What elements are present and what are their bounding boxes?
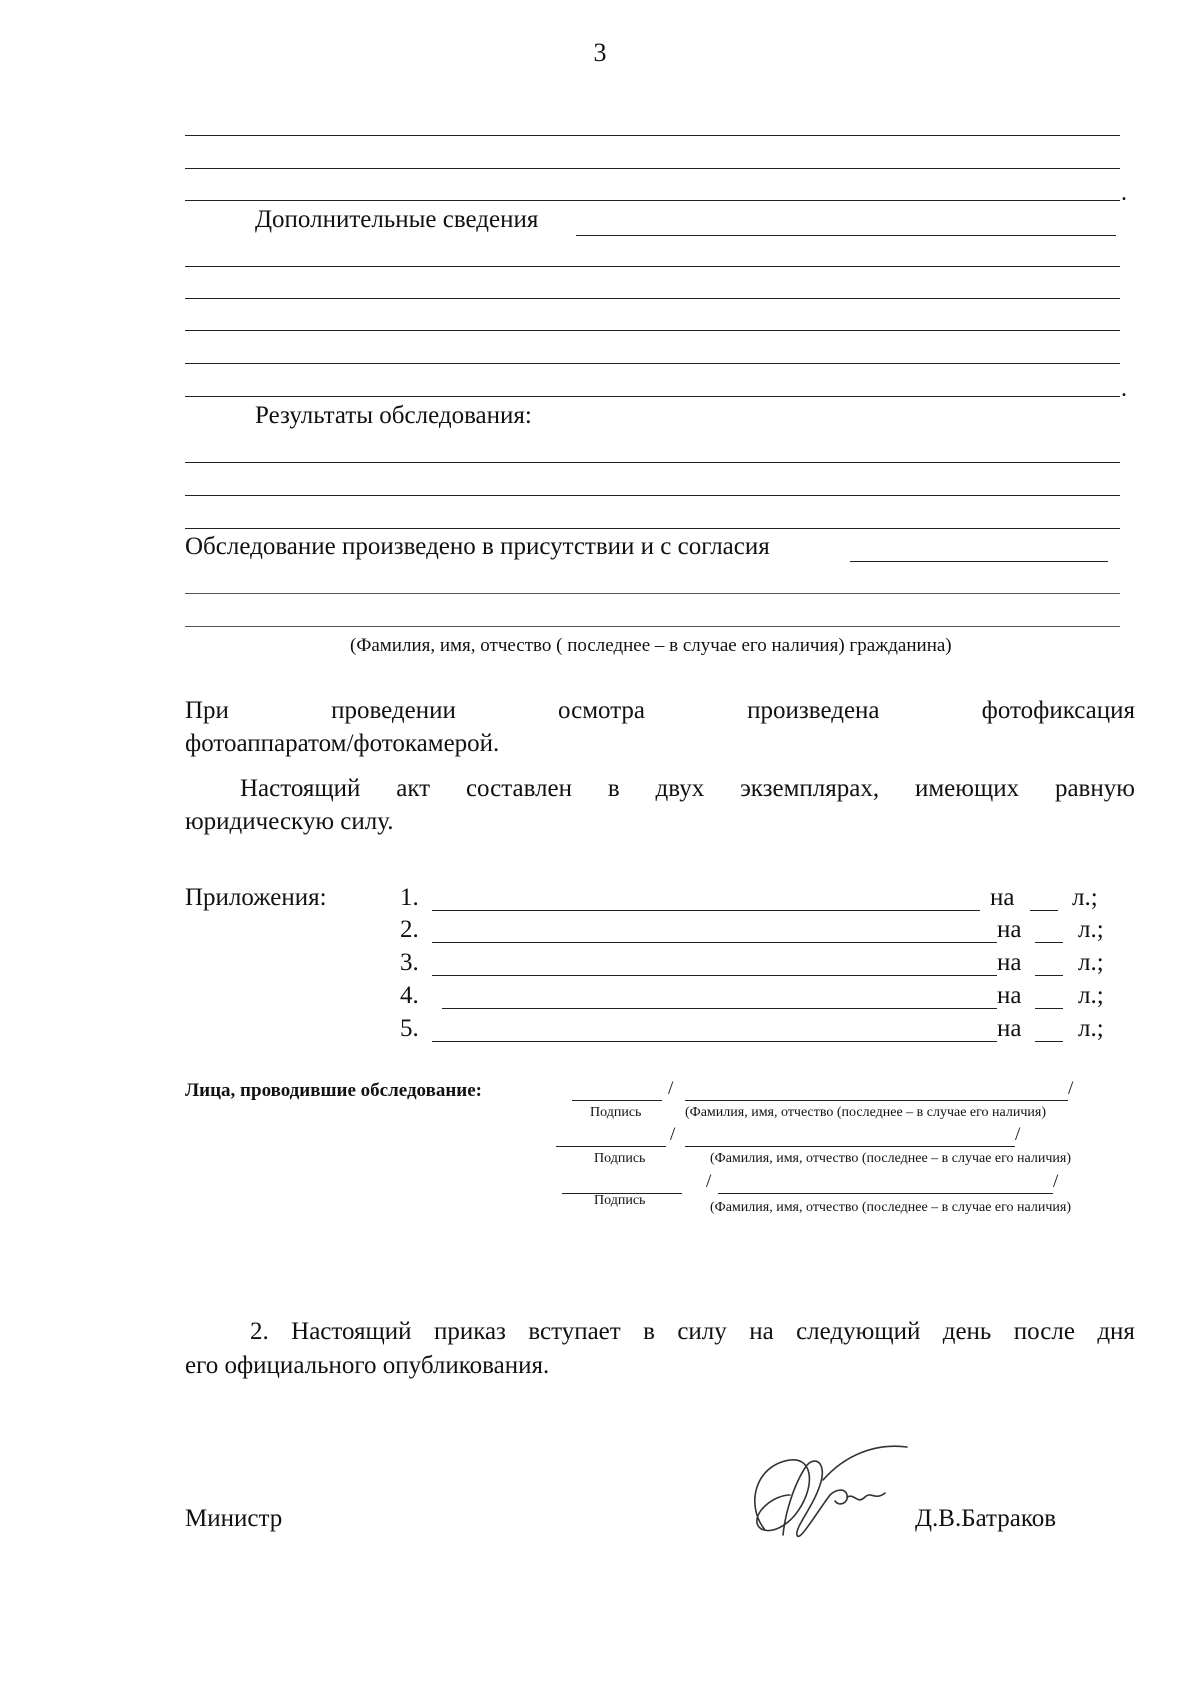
word: равную	[1054, 775, 1135, 802]
attachment-pages-line	[1035, 942, 1063, 943]
copies-paragraph-line1	[240, 775, 1135, 803]
attachment-line	[432, 910, 980, 911]
attachment-line	[432, 1041, 997, 1042]
attachment-pages-line	[1035, 975, 1063, 976]
photo-paragraph-line1	[185, 697, 1135, 725]
word: акт	[396, 775, 431, 802]
blank-line	[185, 330, 1120, 331]
blank-line	[185, 462, 1120, 463]
name-caption: (Фамилия, имя, отчество (последнее – в случае его наличия)	[710, 1151, 1071, 1166]
blank-line	[185, 363, 1120, 364]
attachment-na: на	[990, 884, 1015, 911]
attachment-l: л.;	[1078, 916, 1104, 943]
word: При	[185, 697, 229, 724]
blank-line	[850, 561, 1108, 562]
attachment-number: 1.	[400, 884, 419, 911]
signature-caption: Подпись	[594, 1193, 646, 1208]
minister-title: Министр	[185, 1505, 283, 1532]
attachment-line	[442, 1008, 997, 1009]
period-mark: .	[1121, 376, 1127, 402]
word: следующий	[796, 1318, 921, 1345]
slash-mark: /	[668, 1078, 674, 1099]
signature-caption: Подпись	[594, 1151, 646, 1166]
word: вступает	[528, 1318, 621, 1345]
word: фотофиксация	[981, 697, 1135, 724]
page-number: 3	[593, 38, 607, 67]
name-caption: (Фамилия, имя, отчество (последнее – в случае его наличия)	[710, 1200, 1071, 1215]
word: имеющих	[914, 775, 1020, 802]
name-line	[685, 1100, 1068, 1101]
blank-line	[185, 593, 1120, 594]
signature-line	[572, 1100, 662, 1101]
blank-line	[185, 495, 1120, 496]
minister-name: Д.В.Батраков	[915, 1505, 1057, 1532]
attachment-number: 3.	[400, 949, 419, 976]
attachment-na: на	[997, 916, 1022, 943]
order-paragraph-line2: его официального опубликования.	[185, 1352, 550, 1379]
name-line	[718, 1193, 1053, 1194]
attachment-number: 4.	[400, 982, 419, 1009]
attachment-na: на	[997, 982, 1022, 1009]
citizen-name-caption: (Фамилия, имя, отчество ( последнее – в случае его наличия) гражданина)	[350, 635, 952, 656]
period-mark: .	[1121, 180, 1127, 206]
word: в	[643, 1318, 655, 1345]
attachment-line	[432, 942, 997, 943]
word: в	[607, 775, 620, 802]
blank-line	[576, 235, 1116, 236]
presence-label: Обследование произведено в присутствии и с согласия	[185, 533, 770, 560]
blank-line	[185, 528, 1120, 529]
copies-paragraph-line2: юридическую силу.	[185, 808, 394, 835]
attachment-pages-line	[1035, 1008, 1063, 1009]
word: дня	[1097, 1318, 1135, 1345]
word: осмотра	[557, 697, 646, 724]
slash-mark: /	[1015, 1124, 1021, 1145]
word: составлен	[465, 775, 573, 802]
word: приказ	[433, 1318, 506, 1345]
slash-mark: /	[1068, 1078, 1074, 1099]
blank-line	[185, 396, 1120, 397]
word: день	[942, 1318, 992, 1345]
word: на	[749, 1318, 774, 1345]
word: после	[1013, 1318, 1075, 1345]
word: экземплярах,	[740, 775, 880, 802]
word: 2.	[250, 1318, 269, 1345]
additional-info-label: Дополнительные сведения	[255, 206, 539, 233]
attachment-na: на	[997, 1015, 1022, 1042]
blank-line	[185, 200, 1120, 201]
results-label: Результаты обследования:	[255, 402, 532, 429]
slash-mark: /	[706, 1171, 712, 1192]
word: Настоящий	[240, 775, 361, 802]
attachment-number: 2.	[400, 916, 419, 943]
blank-line	[185, 135, 1120, 136]
slash-mark: /	[670, 1124, 676, 1145]
inspectors-label: Лица, проводившие обследование:	[185, 1080, 482, 1101]
slash-mark: /	[1053, 1171, 1059, 1192]
word: Настоящий	[291, 1318, 412, 1345]
order-paragraph-line1	[250, 1318, 1135, 1346]
attachment-number: 5.	[400, 1015, 419, 1042]
word: двух	[655, 775, 705, 802]
attachment-na: на	[997, 949, 1022, 976]
attachment-l: л.;	[1078, 1015, 1104, 1042]
signature-icon	[735, 1435, 915, 1545]
blank-line	[185, 266, 1120, 267]
blank-line	[185, 168, 1120, 169]
blank-line	[185, 298, 1120, 299]
attachments-label: Приложения:	[185, 884, 327, 911]
attachment-line	[432, 975, 997, 976]
attachment-l: л.;	[1078, 982, 1104, 1009]
signature-line	[556, 1146, 666, 1147]
attachment-l: л.;	[1078, 949, 1104, 976]
attachment-pages-line	[1030, 910, 1058, 911]
name-caption: (Фамилия, имя, отчество (последнее – в случае его наличия)	[685, 1105, 1046, 1120]
word: произведена	[747, 697, 880, 724]
attachment-l: л.;	[1072, 884, 1098, 911]
blank-line	[185, 626, 1120, 627]
attachment-pages-line	[1035, 1041, 1063, 1042]
photo-paragraph-line2: фотоаппаратом/фотокамерой.	[185, 730, 500, 757]
signature-caption: Подпись	[590, 1105, 642, 1120]
word: проведении	[331, 697, 456, 724]
word: силу	[677, 1318, 727, 1345]
name-line	[685, 1146, 1015, 1147]
